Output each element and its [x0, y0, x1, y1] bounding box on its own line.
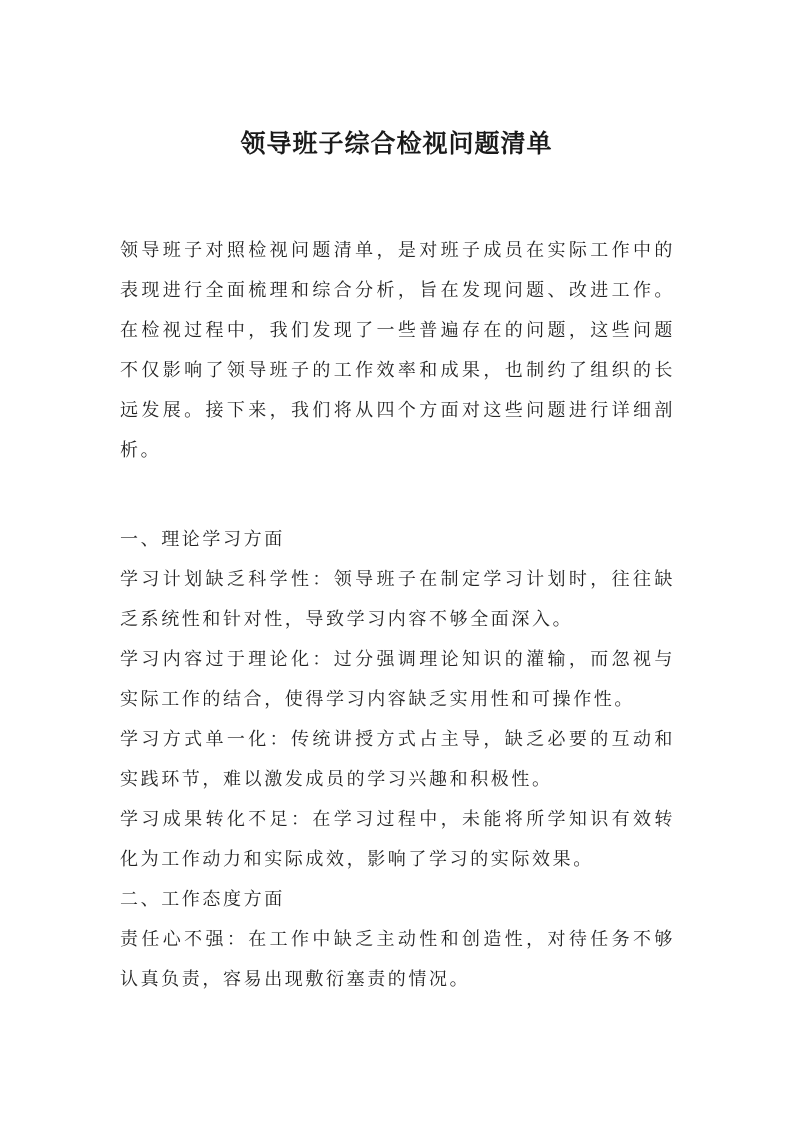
attitude-item-1: 责任心不强：在工作中缺乏主动性和创造性，对待任务不够认真负责，容易出现敷衍塞责的情况。 — [120, 929, 675, 990]
section-heading-theory: 一、理论学习方面 — [120, 529, 285, 550]
section-heading-attitude: 二、工作态度方面 — [120, 889, 285, 910]
theory-item-1: 学习计划缺乏科学性：领导班子在制定学习计划时，往往缺乏系统性和针对性，导致学习内容不够全面深入。 — [120, 569, 675, 630]
paragraph-spacer — [120, 471, 675, 520]
theory-item-2: 学习内容过于理论化：过分强调理论知识的灌输，而忽视与实际工作的结合，使得学习内容缺乏实用性和可操作性。 — [120, 649, 675, 710]
theory-item-3: 学习方式单一化：传统讲授方式占主导，缺乏必要的互动和实践环节，难以激发成员的学习兴趣和积极性。 — [120, 729, 675, 790]
theory-item-4: 学习成果转化不足：在学习过程中，未能将所学知识有效转化为工作动力和实际成效，影响了学习的实际效果。 — [120, 809, 675, 870]
intro-paragraph: 领导班子对照检视问题清单，是对班子成员在实际工作中的表现进行全面梳理和综合分析，旨在发现问题、改进工作。在检视过程中，我们发现了一些普遍存在的问题，这些问题不仅影响了领导班子的工作效率和成果，也制约了组织的长远发展。接下来，我们将从四个方面对这些问题进行详细剖析。 — [120, 240, 675, 461]
document-body — [120, 231, 675, 1000]
document-title: 领导班子综合检视问题清单 — [240, 129, 553, 158]
